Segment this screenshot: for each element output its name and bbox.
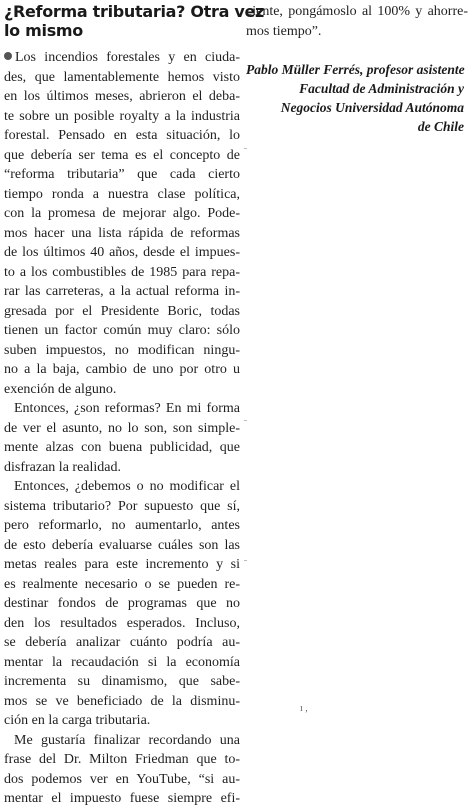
line-text: Entonces, ¿son reformas? En mi forma	[14, 401, 240, 416]
headline-line: ¿Reforma tributaria? Otra vez	[4, 2, 265, 21]
body-text-line	[4, 321, 240, 341]
print-speck	[244, 148, 247, 149]
body-text-line	[4, 282, 240, 302]
signature-line: de Chile	[417, 119, 464, 134]
line-text: mos hacer una lista rápida de reformas	[4, 225, 240, 241]
letter-headline	[4, 0, 265, 40]
body-text-line	[4, 185, 240, 205]
print-smudge: ı ,	[300, 703, 308, 714]
body-text-line	[4, 789, 240, 809]
body-text-line	[4, 165, 240, 185]
body-text-line	[4, 341, 240, 361]
signature-line: Facultad de Administración y	[299, 81, 464, 96]
line-text: no a la baja, cambio de uno por otro u	[4, 362, 240, 377]
body-text-line	[4, 692, 240, 712]
line-text: mentar la recaudación si la economía	[4, 654, 240, 670]
line-text: destinar fondos de programas que no	[4, 596, 240, 611]
signature-line: Negocios Universidad Autónoma	[280, 100, 464, 115]
line-text: disfrazan la realidad.	[4, 459, 121, 475]
body-text-line	[4, 107, 240, 127]
line-text: to a los combustibles de 1985 para repa-	[4, 264, 240, 280]
body-text-line	[4, 497, 240, 517]
body-text-line	[4, 360, 240, 380]
line-text: de ver el asunto, no lo son, son simple-	[4, 420, 240, 436]
line-text: te sobre un posible royalty a la industria	[4, 108, 240, 124]
body-text-line	[4, 224, 240, 244]
body-text-line	[4, 672, 240, 692]
body-text-line	[4, 380, 240, 400]
line-text: exención de alguno.	[4, 381, 117, 397]
body-text-line	[4, 87, 240, 107]
body-text-line	[4, 477, 240, 497]
body-text-line	[4, 575, 240, 595]
right-column	[246, 0, 468, 136]
line-text: ciente, pongámoslo al 100% y ahorre-	[246, 4, 468, 19]
line-text: den los resultados esperados. Incluso,	[4, 615, 240, 631]
body-text-line	[4, 770, 240, 790]
line-text: Entonces, ¿debemos o no modificar el	[14, 479, 240, 494]
body-text-line	[246, 22, 468, 42]
line-text: pero reformarlo, no aumentarlo, antes	[4, 518, 240, 533]
body-text-line	[4, 419, 240, 439]
line-text: mente alzas con buena publicidad, que	[4, 440, 240, 455]
body-text-line	[4, 731, 240, 751]
body-text-line	[4, 126, 240, 146]
line-text: gresada por el Presidente Boric, todas	[4, 303, 240, 319]
body-text-line	[246, 2, 468, 22]
letter-body-left	[4, 48, 240, 809]
signature-line: Pablo Müller Ferrés, profesor asistente	[246, 62, 465, 77]
line-text: frase del Dr. Milton Friedman que to-	[4, 752, 240, 767]
body-text-line	[4, 614, 240, 634]
body-text-line	[4, 750, 240, 770]
line-text: de los últimos 40 años, desde el impues-	[4, 245, 240, 260]
body-text-line	[4, 68, 240, 88]
author-signature	[246, 60, 468, 136]
body-text-line	[4, 633, 240, 653]
line-text: que debería ser tema es el concepto de	[4, 147, 240, 163]
body-text-line	[4, 536, 240, 556]
line-text: mos tiempo”.	[246, 23, 322, 39]
print-speck	[244, 560, 247, 561]
body-text-line	[4, 399, 240, 419]
body-text-line	[4, 48, 240, 68]
line-text: des, que lamentablemente hemos visto	[4, 69, 240, 85]
print-speck	[244, 420, 247, 421]
letter-body-right	[246, 2, 468, 41]
body-text-line	[4, 555, 240, 575]
line-text: mentar el impuesto fuese siempre efi-	[4, 791, 240, 806]
body-text-line	[4, 438, 240, 458]
body-text-line	[4, 711, 240, 731]
body-text-line	[4, 243, 240, 263]
line-text: Los incendios forestales y en ciuda-	[15, 50, 240, 65]
line-text: ción en la carga tributaria.	[4, 713, 151, 728]
body-text-line	[4, 302, 240, 322]
line-text: de esto debería evaluarse cuáles son las	[4, 537, 240, 553]
bullet-icon	[4, 52, 12, 60]
body-text-line	[4, 653, 240, 673]
body-text-line	[4, 204, 240, 224]
line-text: es realmente necesario o se pueden re-	[4, 576, 240, 592]
line-text: suben impuestos, no modifican ningu-	[4, 342, 240, 358]
body-text-line	[4, 458, 240, 478]
line-text: dos podemos ver en YouTube, “si au-	[4, 771, 240, 787]
line-text: sistema tributario? Por supuesto que sí,	[4, 498, 240, 514]
line-text: “reforma tributaria” que cada cierto	[4, 167, 240, 182]
line-text: forestal. Pensado en esta situación, lo	[4, 128, 240, 143]
body-text-line	[4, 516, 240, 536]
line-text: tienen un factor común muy claro: sólo	[4, 323, 240, 338]
left-column	[4, 0, 265, 809]
line-text: con la promesa de mejorar algo. Pode-	[4, 206, 240, 221]
body-text-line	[4, 594, 240, 614]
line-text: mos se ve beneficiado de la disminu-	[4, 693, 240, 709]
headline-line: lo mismo	[4, 21, 83, 40]
line-text: se debería analizar cuánto podría au-	[4, 635, 240, 650]
body-text-line	[4, 263, 240, 283]
line-text: en los últimos meses, abrieron el deba-	[4, 89, 240, 104]
line-text: rar las carreteras, a la actual reforma in-	[4, 284, 240, 299]
line-text: Me gustaría finalizar recordando una	[14, 732, 240, 748]
line-text: incrementa su dinamismo, que sabe-	[4, 674, 240, 689]
body-text-line	[4, 146, 240, 166]
line-text: metas reales para este incremento y si	[4, 557, 240, 572]
line-text: tiempo ronda a nuestra clase política,	[4, 186, 240, 202]
